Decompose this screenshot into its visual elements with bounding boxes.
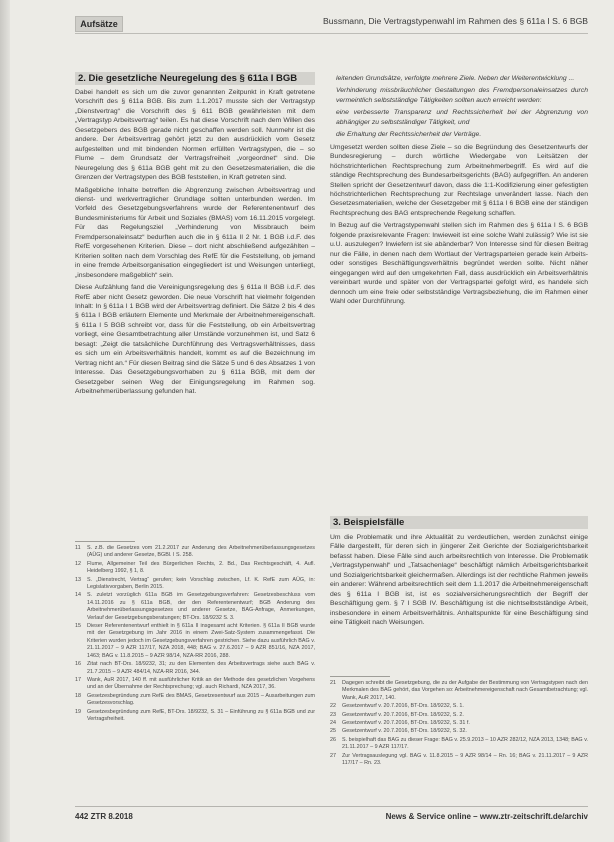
footnote: 16 Zitat nach BT-Drs. 18/9232, 31; zu den Elementen des Arbeitsvertrags siehe auch BAG v. 21.7.2015 – 9 AZR 484/14, NZA-RR 2016, 344. xyxy=(75,661,315,675)
footnote: 18 Gesetzesbegründung zum RefE des BMAS, Gesetzesentwurf aus 2015 – Ausarbeitungen zum Gesetzesvorschlag. xyxy=(75,692,315,707)
footnote-rule xyxy=(75,541,135,542)
footnotes-left xyxy=(75,545,315,790)
footnote: 21 Dagegen schreibt die Gesetzgebung, die zu der Aufgabe der Bestimmung von Vertragstypen nach den Merkmalen des BAG gehört, das Vorgehen so: Arbeitnehmereigenschaft nach Gesamtbetrachtung; vgl. Wank, AuR 2017, 140. xyxy=(330,680,588,701)
footnote: 22 Gesetzentwurf v. 20.7.2016, BT-Drs. 18/9232, S. 1. xyxy=(330,703,464,710)
list-item: eine verbesserte Transparenz und Rechtssicherheit bei der Abgrenzung von abhängiger zu selbstständiger Tätigkeit, und xyxy=(336,109,588,126)
footer-archive-link: News & Service online – www.ztr-zeitschrift.de/archiv xyxy=(385,812,588,821)
footnote-rule xyxy=(330,676,390,677)
footnote: 13 S. „Dienstrecht, Vertrag“ gerufen; kein Vorschlag zwischen, Lf. K. RefE zum AÜG, in: Legislativvorgaben, Berlin 2015. xyxy=(75,576,315,591)
page-number-journal: 442 ZTR 8.2018 xyxy=(75,812,133,821)
section-tag: Aufsätze xyxy=(75,16,123,32)
section-3-heading: 3. Beispielsfälle xyxy=(330,516,588,529)
footnote: 17 Wank, AuR 2017, 140 ff. mit ausführlicher Kritik an der Methode des gesetzlichen Vorgehens und an der Übernahme der Rechtsprechung; vgl. auch Richardi, NZA 2017, 36. xyxy=(75,676,315,691)
page-binding-shadow xyxy=(0,0,10,842)
header-rule xyxy=(75,33,588,34)
left-column-body xyxy=(75,88,315,538)
body-paragraph: Umgesetzt werden sollten diese Ziele – so die Begründung des Gesetzentwurfs der Bundesregierung – durch wörtliche Wiedergabe von Leitsätzen der höchstrichterlichen Rechtsprechung zum Arbeitnehmerbegriff. Es wird auf die ständige Rechtsprechung des Bundesarbeitsgerichts (BAG) aufgegriffen. An anderen Stellen spricht der Gesetzentwurf davon, dass die 1:1-Kodifizierung einer gefestigten höchstrichterlichen Rechtsprechung zur Rechtslage unverändert lasse. Nach den Gesetzesmaterialien, welche der Gesetzgeber mit § 611a I 6 BGB eine der ständigen Rechtsprechung des BAG entsprechende Regelung schaffen. xyxy=(330,143,588,217)
footnote: 25 Gesetzentwurf v. 20.7.2016, BT-Drs. 18/9232, S. 32. xyxy=(330,728,467,735)
right-column-body xyxy=(330,74,588,510)
footnote: 24 Gesetzentwurf v. 20.7.2016, BT-Drs. 18/9232, S. 31 f. xyxy=(330,720,470,727)
footnote: 14 S. zuletzt vorzüglich 611a BGB im Gesetzgebungsverfahren: Gesetzesbeschluss vom 14.11.2016 zu § 611a BGB, der den Referentenentwurf; BGB Anderung des Arbeitnehmerüberlassungsgesetzes und anderer Gesetze, BAG-Anfrage, Anmerkungen, Verlauf der Gesetzgebungsberatungen; BT-Drs. 18/9232 S. 3. xyxy=(75,592,315,621)
body-paragraph: Um die Problematik und ihre Aktualität zu verdeutlichen, werden zunächst einige Fälle dargestellt, für deren sich in jüngerer Zeit Gerichte der Sozialgerichtsbarkeit befasst haben. Diese Fälle sind auch arbeitsrechtlich von Interesse. Die Problematik „Vertragstypenwahl“ und „Tatsachenlage“ beschäftigt nämlich Arbeitsgerichtsbarkeit und Sozialgerichtsbarkeit gleichermaßen. Allerdings ist der rechtliche Rahmen jeweils ein anderer: Während arbeitsrechtlich seit dem 1.1.2017 die Arbeitnehmereigenschaft des § 611a I BGB ist, ist es sozialversicherungsrechtlich der Begriff der Beschäftigung gem. § 7 I SGB IV. Beschäftigung ist die nichtselbstständige Arbeit, insbesondere in einem Arbeitsverhältnis. Anhaltspunkte für eine Beschäftigung sind eine Tätigkeit nach Weisungen. xyxy=(330,534,588,627)
list-item: Verhinderung missbräuchlicher Gestaltungen des Fremdpersonaleinsatzes durch vermeintlich selbstständige Tätigkeiten sollten auch erreicht werden: xyxy=(336,87,588,104)
footnote: 23 Gesetzentwurf v. 20.7.2016, BT-Drs. 18/9232, S. 2. xyxy=(330,711,464,718)
footnote: 12 Flume, Allgemeiner Teil des Bürgerlichen Rechts, 2. Bd., Das Rechtsgeschäft, 4. Aufl. Heidelberg 1992, § 1, 8. xyxy=(75,560,315,575)
footnote: 15 Dieser Referentenentwurf enthielt in § 611a II insgesamt acht Kriterien. § 611a II BGB wurde mit der Gesetzgebung im Jahr 2016 in einem Zwei-Satz-System zusammengefasst. Die Kriterien wurden jedoch im Gesetzgebungsverfahren gestrichen. Siehe dazu ausführlich BAG v. 21.11.2017 – 9 AZR 117/17, NZA 2018, 448; BAG v. 27.6.2017 – 9 AZR 851/16, NZA 2017, 1463; BAG v. 11.8.2015 – 9 AZR 98/14, NZA-RR 2016, 288. xyxy=(75,623,315,659)
running-head: Bussmann, Die Vertragstypenwahl im Rahmen des § 611a I S. 6 BGB xyxy=(323,16,588,26)
list-item: die Erhaltung der Rechtssicherheit der Verträge. xyxy=(336,131,482,139)
body-paragraph: Dabei handelt es sich um die zuvor genannten Zeitpunkt in Kraft getretene Vorschrift des § 611a BGB. Bis zum 1.1.2017 musste sich der Vertragstyp „Dienstvertrag“ die Vorschrift des § 611 BGB gewährleisten mit dem „Vertragstyp Arbeitsvertrag“ teilen. Es hat diese Vorschrift nach dem Willen des Gesetzgebers des BGB gerade nicht geschaffen werden soll. Nunmehr ist die andere. Der Arbeitsvertrag gehört jetzt zu den ausdrücklich vom Gesetz aufgestellten und mit bindenden Normen erfüllten Vertragstypen, die – so Flume – dem Grundsatz der Vertragsfreiheit „vorgeordnet“ sind. Die Neuregelung des § 611a BGB geht mit zu den Gesetzesmaterialien, die die Grenzen der Vertragstypen des BGB feststellen, in Kraft getreten sind. xyxy=(75,89,315,182)
section-2-heading: 2. Die gesetzliche Neuregelung des § 611a I BGB xyxy=(75,72,315,85)
footer-rule xyxy=(75,806,588,807)
body-paragraph: In Bezug auf die Vertragstypenwahl stellen sich im Rahmen des § 611a I S. 6 BGB folgende praxisrelevante Fragen: Inwieweit ist eine solche Wahl zulässig? Wie ist sie u.U. auszulegen? Inwiefern ist sie abänderbar? Von Interesse sind für diesen Beitrag nur die Fälle, in denen nach dem Wortlaut der Vertragsparteien gerade kein Arbeits- oder sonstiges Beschäftigungsverhältnis begründet werden sollte. Nicht näher eingegangen wird auf den umgekehrten Fall, dass ausdrücklich ein Arbeitsverhältnis vereinbart wurde und später von der Vertragspartei gefolgt wird, es handele sich dennoch um eine freie oder selbstständige Vertragsbeziehung, die im Rahmen einer Wahl oder Durchführung. xyxy=(330,222,588,305)
footnote: 26 S. beispielhaft das BAG zu dieser Frage: BAG v. 25.9.2013 – 10 AZR 282/12, NZA 2013, 1348; BAG v. 21.11.2017 – 9 AZR 117/17. xyxy=(330,736,588,751)
footnote: 11 S. z.B. die Gesetzes vom 21.2.2017 zur Änderung des Arbeitnehmerüberlassungsgesetzes (AÜG) und anderer Gesetze, BGBl. I S. 258. xyxy=(75,545,315,559)
footnote: 19 Gesetzesbegründung zum RefE, BT-Drs. 18/9232, S. 31 – Einführung zu § 611a BGB und zur Vertragsfreiheit. xyxy=(75,708,315,722)
body-paragraph: Diese Aufzählung fand die Vereinigungsregelung des § 611a II BGB i.d.F. des RefE aber nicht Gesetz geworden. Die neue Vorschrift hat vielmehr folgenden Inhalt: In § 611a I 1 BGB wird der Arbeitsvertrag definiert. Die Sätze 2 bis 4 des § 611a I BGB erläutern Elemente und Merkmale der Arbeitnehmereigenschaft. § 611a I 5 BGB schreibt vor, dass für die Feststellung, ob ein Arbeitsvertrag vorliegt, eine Gesamtbetrachtung aller Umstände vorzunehmen ist, und Satz 6 besagt: „Zeigt die tatsächliche Durchführung des Vertragsverhältnisses, dass es sich um ein Arbeitsverhältnis handelt, kommt es auf die Bezeichnung im Vertrag nicht an.“ Für diesen Beitrag sind die Sätze 5 und 6 des Absatzes 1 von Interesse. Das Gesetzgebungsvorhaben zu § 611a BGB, mit dem der Gesetzgeber seinen Weg der Einigungsregelung im Rahmen sog. Arbeitnehmerüberlassung gefunden hat. xyxy=(75,284,315,396)
body-paragraph: leitenden Grundsätze, verfolgte mehrere Ziele. Neben der Weiterentwicklung ... xyxy=(336,75,575,82)
section-3-body xyxy=(330,533,588,673)
footnotes-right xyxy=(330,680,588,795)
footnote: 27 Zur Vertragsauslegung vgl. BAG v. 11.8.2015 – 9 AZR 98/14 – Rn. 16; BAG v. 21.11.2017 – 9 AZR 117/17 – Rn. 23. xyxy=(330,752,588,767)
body-paragraph: Maßgebliche Inhalte betreffen die Abgrenzung zwischen Arbeitsvertrag und dienst- und werkvertraglicher Grundlage sollten unterbunden werden. Im Vorfeld des Gesetzgebungsverfahrens wurde der Referentenentwurf des Bundesministeriums für Arbeit und Soziales (BMAS) vom 16.11.2015 vorgelegt. Für das Regelungsziel „Verhinderung von Missbrauch beim Fremdpersonaleinsatz“ bedurften auch die in § 611a II 2 Nr. 1 BGB i.d.F. des RefE vorgesehenen Kriterien. Diese – dort nicht abschließend aufgezählten – Kriterien sollten nach dem Vorschlag des RefE für die Feststellung, ob jemand in eine fremde Arbeitsorganisation eingegliedert ist und Weisungen unterliegt, „insbesondere maßgeblich“ sein. xyxy=(75,186,315,279)
